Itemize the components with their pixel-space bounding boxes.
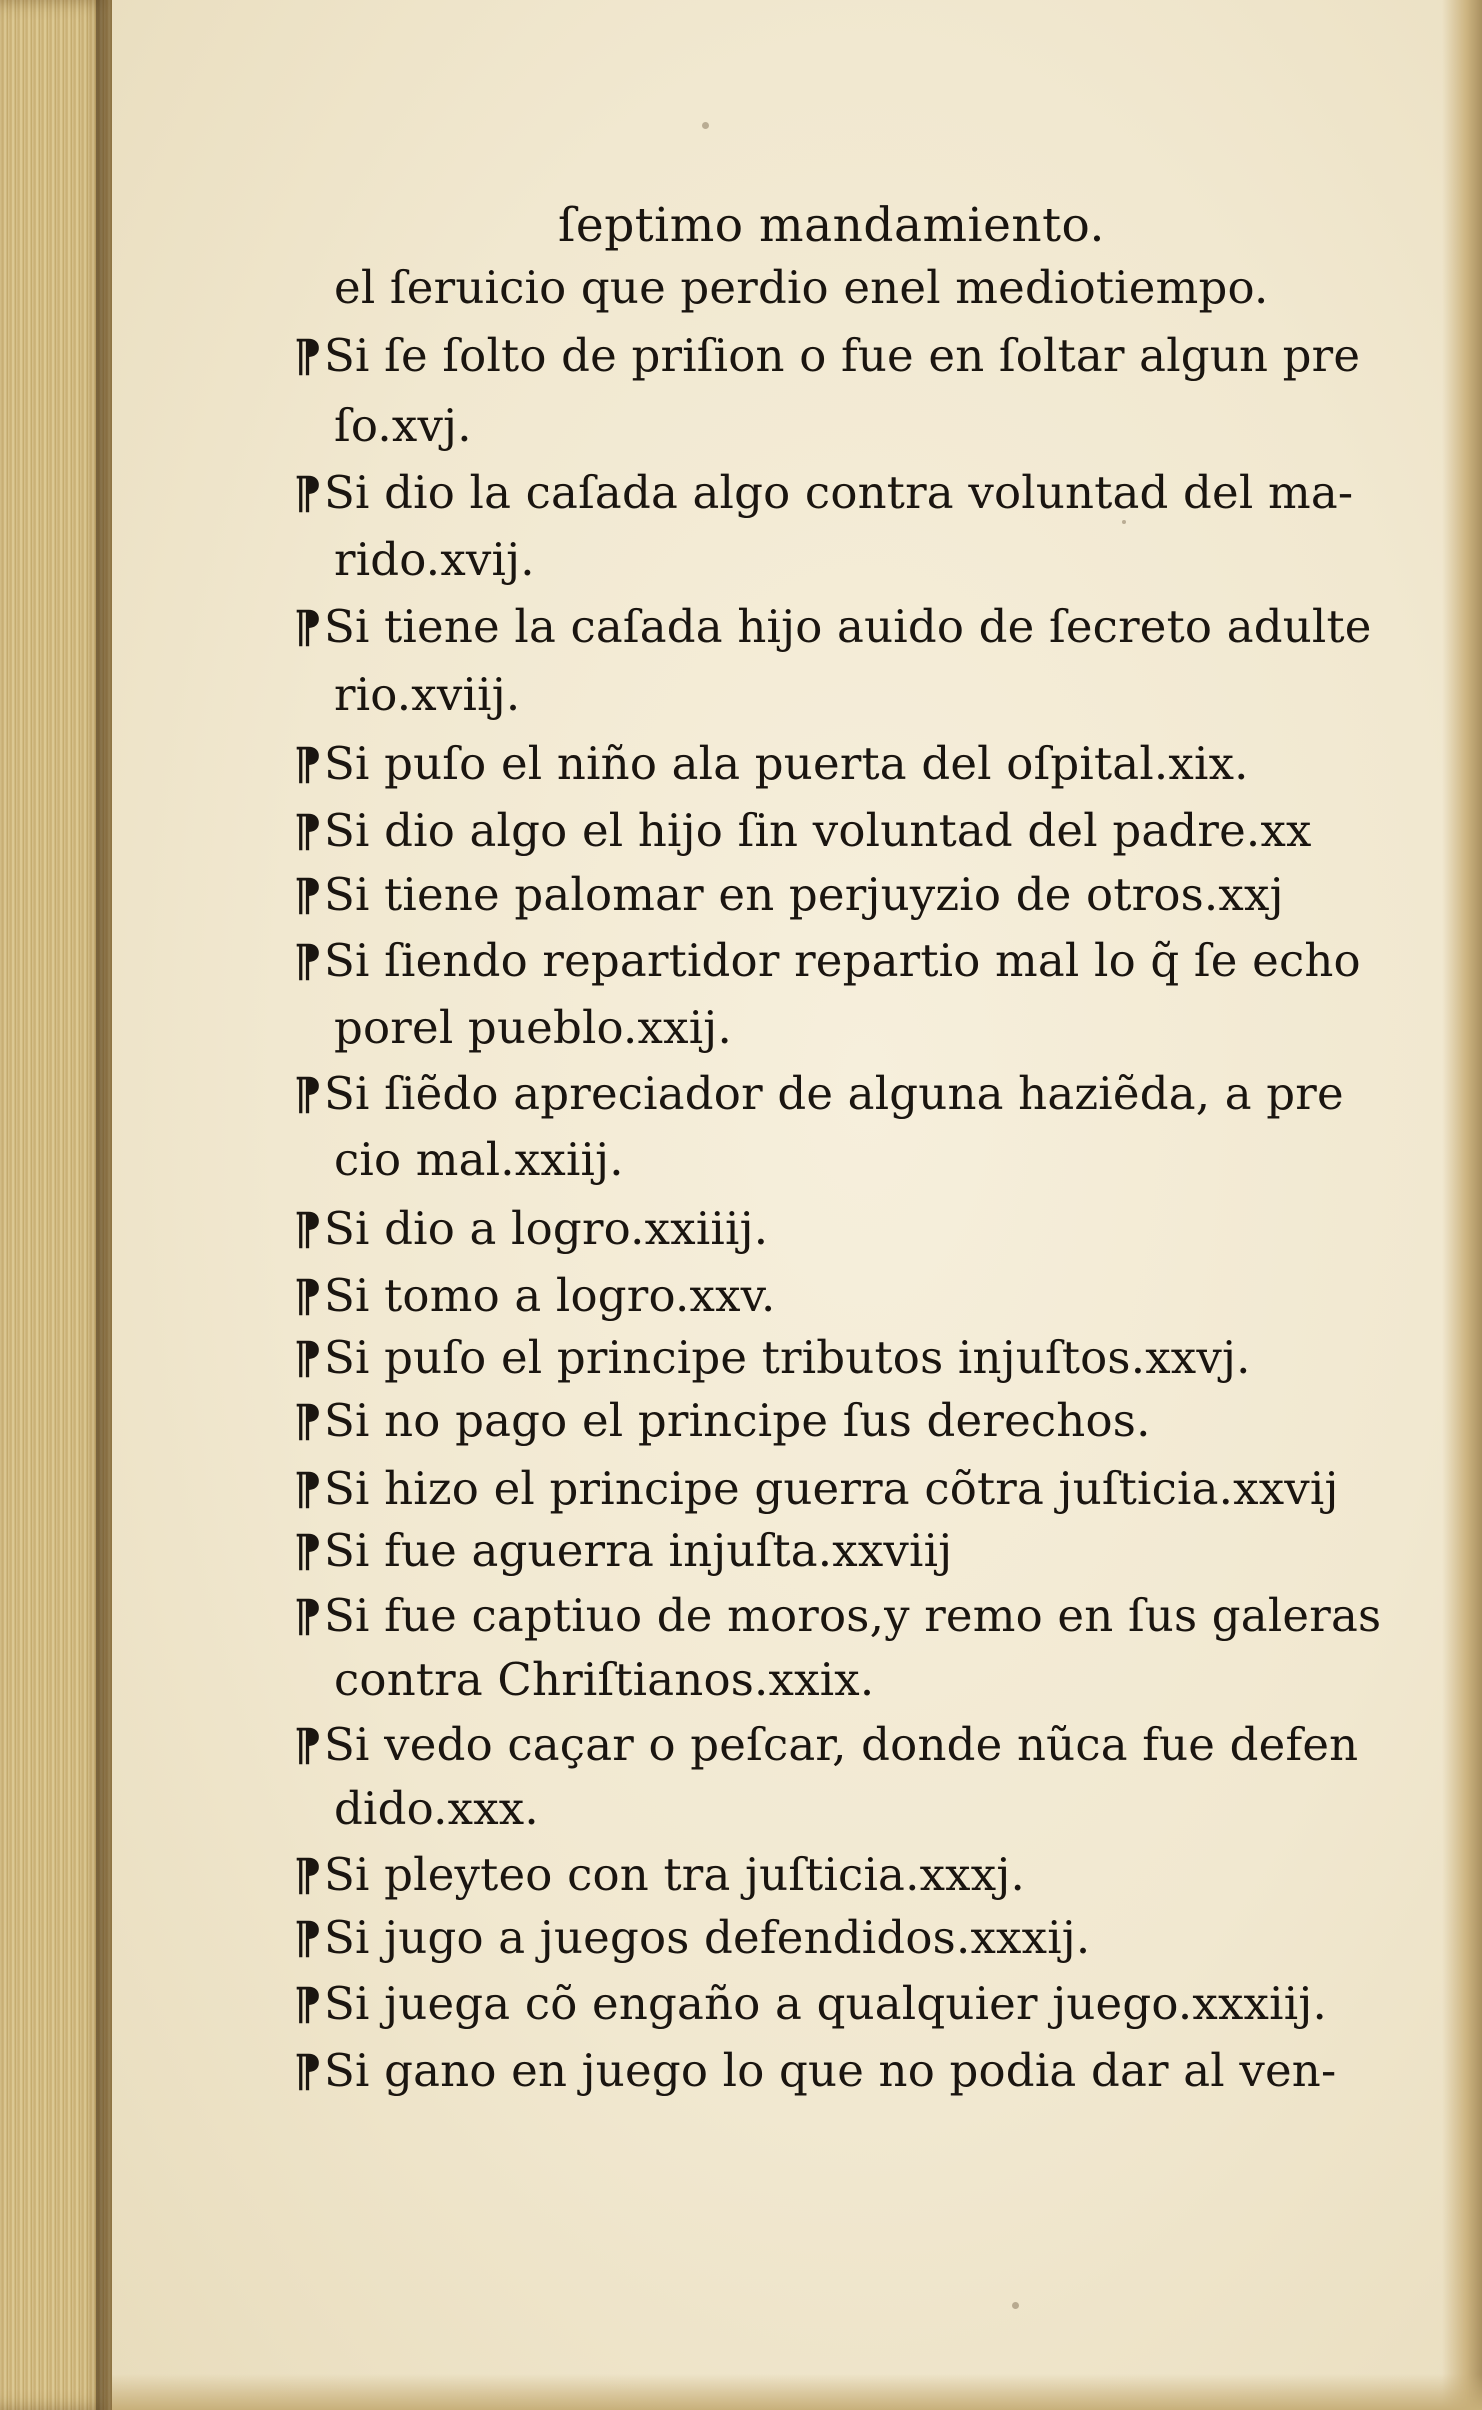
line-text: cio mal.xxiij. <box>334 1133 624 1186</box>
pilcrow-icon: ¶ <box>293 1913 322 1964</box>
paragraph-line <box>284 1525 952 1578</box>
pilcrow-icon: ¶ <box>293 806 322 857</box>
line-text: Si dio la caſada algo contra voluntad del ma- <box>324 466 1354 519</box>
pilcrow-icon: ¶ <box>293 739 322 790</box>
pilcrow-icon: ¶ <box>293 331 322 382</box>
line-text: Si fue captiuo de moros,y remo en ſus galeras <box>324 1589 1382 1642</box>
line-text: Si ſe ſolto de priſion o fue en ſoltar algun pre <box>324 329 1361 382</box>
line-text: rio.xviij. <box>334 668 521 721</box>
paragraph-line <box>284 1068 1344 1121</box>
paragraph-line <box>284 869 1284 922</box>
paragraph-line <box>284 1332 1251 1385</box>
paragraph-line <box>284 1719 1358 1772</box>
line-text: porel pueblo.xxij. <box>334 1001 732 1054</box>
paragraph-line <box>284 935 1361 988</box>
pilcrow-icon: ¶ <box>293 1396 322 1447</box>
paragraph-line <box>284 1203 768 1256</box>
line-text: Si tiene la caſada hijo auido de ſecreto adulte <box>324 600 1372 653</box>
pilcrow-icon: ¶ <box>293 1069 322 1120</box>
paragraph-line <box>284 2045 1336 2098</box>
paragraph-line <box>284 1912 1090 1965</box>
page-bottom-edge <box>112 2374 1482 2410</box>
pilcrow-icon: ¶ <box>293 870 322 921</box>
paragraph-line <box>284 1395 1151 1448</box>
paragraph-line <box>284 1590 1381 1643</box>
line-text: Si fue aguerra injuſta.xxviij <box>324 1524 953 1577</box>
running-head: ſeptimo mandamiento. <box>558 198 1105 253</box>
pilcrow-icon: ¶ <box>293 1720 322 1771</box>
line-text: Si tiene palomar en perjuyzio de otros.xxj <box>324 868 1284 921</box>
line-text: rido.xvij. <box>334 533 535 586</box>
line-text: Si juega cõ engaño a qualquier juego.xxxiij. <box>324 1977 1327 2030</box>
continuation-line <box>334 1783 539 1835</box>
continuation-line <box>334 534 535 586</box>
page-text <box>112 0 1482 2410</box>
pilcrow-icon: ¶ <box>293 602 322 653</box>
line-text: Si dio algo el hijo ſin voluntad del padre.xx <box>324 804 1312 857</box>
pilcrow-icon: ¶ <box>293 936 322 987</box>
line-text: Si jugo a juegos defendidos.xxxij. <box>324 1911 1091 1964</box>
line-text: Si ſiẽdo apreciador de alguna haziẽda, a pre <box>324 1067 1344 1120</box>
page-right-edge <box>1442 0 1482 2410</box>
continuation-line <box>334 262 1268 314</box>
pilcrow-icon: ¶ <box>293 1850 322 1901</box>
pilcrow-icon: ¶ <box>293 1591 322 1642</box>
line-text: Si puſo el principe tributos injuſtos.xxvj. <box>324 1331 1251 1384</box>
pilcrow-icon: ¶ <box>293 468 322 519</box>
paragraph-line <box>284 1849 1025 1902</box>
pilcrow-icon: ¶ <box>293 1526 322 1577</box>
pilcrow-icon: ¶ <box>293 2046 322 2097</box>
pilcrow-icon: ¶ <box>293 1271 322 1322</box>
pilcrow-icon: ¶ <box>293 1333 322 1384</box>
line-text: Si gano en juego lo que no podia dar al ven- <box>324 2044 1337 2097</box>
line-text: Si tomo a logro.xxv. <box>324 1269 776 1322</box>
line-text: Si hizo el principe guerra cõtra juſticia.xxvij <box>324 1462 1339 1515</box>
line-text: Si no pago el principe ſus derechos. <box>324 1394 1151 1447</box>
line-text: el ſeruicio que perdio enel mediotiempo. <box>334 261 1269 314</box>
pilcrow-icon: ¶ <box>293 1204 322 1255</box>
paragraph-line <box>284 1978 1327 2031</box>
line-text: Si ſiendo repartidor repartio mal lo q̃ ſe echo <box>324 934 1361 987</box>
line-text: dido.xxx. <box>334 1782 539 1835</box>
continuation-line <box>334 400 472 452</box>
continuation-line <box>334 669 520 721</box>
paragraph-line <box>284 467 1353 520</box>
line-text: contra Chriſtianos.xxix. <box>334 1653 875 1706</box>
line-text: Si vedo caçar o peſcar, donde nũca fue defen <box>324 1718 1359 1771</box>
line-text: Si puſo el niño ala puerta del oſpital.xix. <box>324 737 1249 790</box>
pilcrow-icon: ¶ <box>293 1979 322 2030</box>
pilcrow-icon: ¶ <box>293 1464 322 1515</box>
paragraph-line <box>284 805 1312 858</box>
paragraph-line <box>284 1463 1339 1516</box>
paragraph-line <box>284 1270 775 1323</box>
book-page <box>112 0 1482 2410</box>
paragraph-line <box>284 601 1372 654</box>
continuation-line <box>334 1654 874 1706</box>
line-text: ſo.xvj. <box>334 399 472 452</box>
line-text: Si pleyteo con tra juſticia.xxxj. <box>324 1848 1025 1901</box>
continuation-line <box>334 1134 624 1186</box>
paragraph-line <box>284 738 1249 791</box>
line-text: Si dio a logro.xxiiij. <box>324 1202 769 1255</box>
continuation-line <box>334 1002 732 1054</box>
paragraph-line <box>284 330 1360 383</box>
